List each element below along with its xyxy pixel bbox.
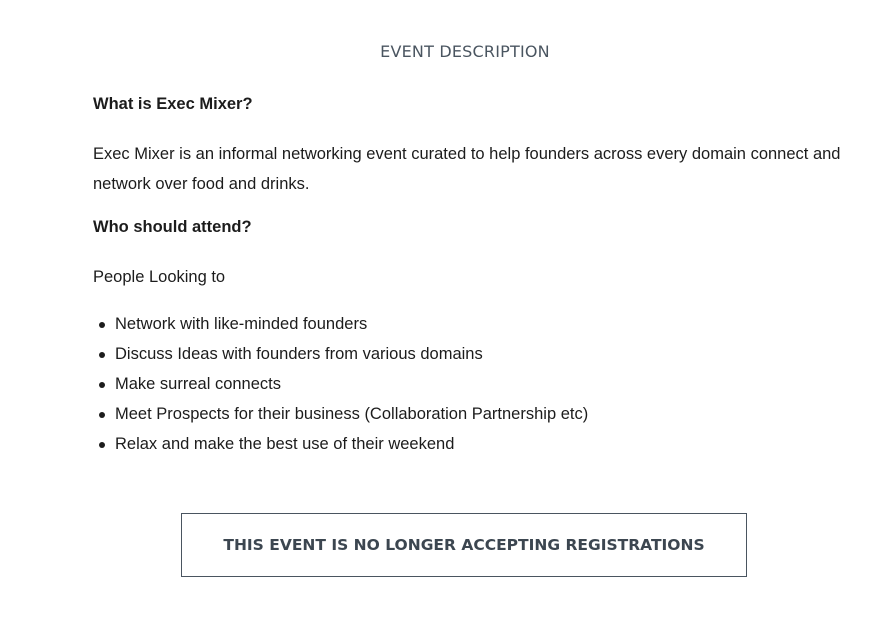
list-item [93,369,853,399]
registration-status-text: THIS EVENT IS NO LONGER ACCEPTING REGISTRATIONS [223,536,705,554]
section-title: EVENT DESCRIPTION [380,42,550,61]
bullet-icon [99,382,105,388]
list-item [93,399,853,429]
list-item [93,339,853,369]
audience-list [93,309,853,459]
registration-closed-notice [181,513,747,577]
list-item-text: Discuss Ideas with founders from various domains [115,345,483,363]
list-item [93,309,853,339]
about-heading: What is Exec Mixer? [93,95,253,113]
list-item-text: Network with like-minded founders [115,315,368,333]
bullet-icon [99,412,105,418]
list-item-text: Relax and make the best use of their weekend [115,435,455,453]
list-item-text: Meet Prospects for their business (Collaboration Partnership etc) [115,405,589,423]
bullet-icon [99,352,105,358]
bullet-icon [99,442,105,448]
event-description [93,92,853,459]
bullet-icon [99,322,105,328]
audience-heading: Who should attend? [93,218,252,236]
audience-intro: People Looking to [93,268,226,286]
list-item-text: Make surreal connects [115,375,281,393]
list-item [93,429,853,459]
about-text: Exec Mixer is an informal networking event curated to help founders across every domain connect and network over food and drinks. [93,145,841,193]
